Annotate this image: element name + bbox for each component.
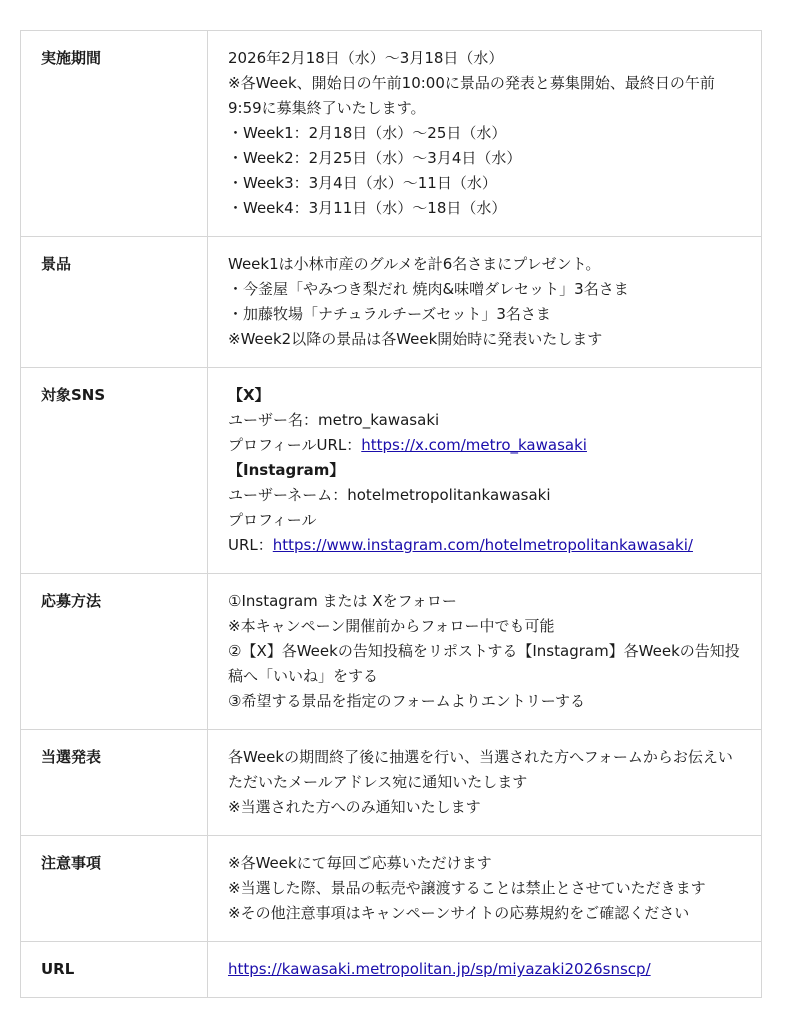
row-label-announcement: 当選発表	[21, 730, 208, 836]
table-row-notes	[21, 836, 762, 942]
row-label-notes: 注意事項	[21, 836, 208, 942]
x-heading: 【X】	[228, 386, 270, 404]
announcement-note: ※当選された方へのみ通知いたします	[228, 798, 481, 816]
period-week2: ・Week2：2月25日（水）〜3月4日（水）	[228, 149, 522, 167]
row-label-sns: 対象SNS	[21, 368, 208, 574]
campaign-url-link[interactable]: https://kawasaki.metropolitan.jp/sp/miyazaki2026snscp/	[228, 960, 651, 978]
apply-step-1: ①Instagram または Xをフォロー	[228, 592, 457, 610]
row-value-announcement	[208, 730, 762, 836]
instagram-profile-link[interactable]: https://www.instagram.com/hotelmetropolitankawasaki/	[272, 536, 693, 554]
table-row-announcement	[21, 730, 762, 836]
x-profile-prefix: プロフィールURL：	[228, 436, 362, 454]
note-item-2: ※当選した際、景品の転売や譲渡することは禁止とさせていただきます	[228, 879, 706, 897]
period-dates: 2026年2月18日（水）〜3月18日（水）	[228, 49, 504, 67]
table-row-how-to-apply	[21, 574, 762, 730]
row-value-sns	[208, 368, 762, 574]
apply-step-1-note: ※本キャンペーン開催前からフォロー中でも可能	[228, 617, 555, 635]
x-profile-link[interactable]: https://x.com/metro_kawasaki	[361, 436, 587, 454]
table-row-sns	[21, 368, 762, 574]
row-value-url	[208, 942, 762, 998]
row-label-prize: 景品	[21, 237, 208, 368]
instagram-heading: 【Instagram】	[228, 461, 345, 479]
period-week4: ・Week4：3月11日（水）〜18日（水）	[228, 199, 507, 217]
x-username: ユーザー名：metro_kawasaki	[228, 411, 440, 429]
row-value-notes	[208, 836, 762, 942]
table-row-period	[21, 31, 762, 237]
row-value-period	[208, 31, 762, 237]
note-item-3: ※その他注意事項はキャンペーンサイトの応募規約をご確認ください	[228, 904, 690, 922]
period-week1: ・Week1：2月18日（水）〜25日（水）	[228, 124, 507, 142]
row-value-prize	[208, 237, 762, 368]
table-row-prize	[21, 237, 762, 368]
prize-item-1: ・今釜屋「やみつき梨だれ 焼肉&味噌ダレセット」3名さま	[228, 280, 629, 298]
apply-step-2: ②【X】各Weekの告知投稿をリポストする【Instagram】各Weekの告知投稿へ「いいね」をする	[228, 642, 740, 685]
instagram-profile-label: プロフィール	[228, 511, 317, 529]
x-profile-line	[228, 433, 741, 458]
prize-intro: Week1は小林市産のグルメを計6名さまにプレゼント。	[228, 255, 601, 273]
note-item-1: ※各Weekにて毎回ご応募いただけます	[228, 854, 492, 872]
period-note: ※各Week、開始日の午前10:00に景品の発表と募集開始、最終日の午前9:59に募集終了いたします。	[228, 74, 715, 117]
row-value-how-to-apply	[208, 574, 762, 730]
announcement-text: 各Weekの期間終了後に抽選を行い、当選された方へフォームからお伝えいただいたメールアドレス宛に通知いたします	[228, 748, 733, 791]
row-label-how-to-apply: 応募方法	[21, 574, 208, 730]
instagram-url-line	[228, 533, 741, 558]
row-label-url: URL	[21, 942, 208, 998]
period-week3: ・Week3：3月4日（水）〜11日（水）	[228, 174, 497, 192]
apply-step-3: ③希望する景品を指定のフォームよりエントリーする	[228, 692, 585, 710]
campaign-info-table	[20, 30, 762, 998]
instagram-username: ユーザーネーム：hotelmetropolitankawasaki	[228, 486, 551, 504]
instagram-url-prefix: URL：	[228, 536, 273, 554]
prize-item-2: ・加藤牧場「ナチュラルチーズセット」3名さま	[228, 305, 551, 323]
prize-note: ※Week2以降の景品は各Week開始時に発表いたします	[228, 330, 603, 348]
row-label-period: 実施期間	[21, 31, 208, 237]
table-row-url	[21, 942, 762, 998]
